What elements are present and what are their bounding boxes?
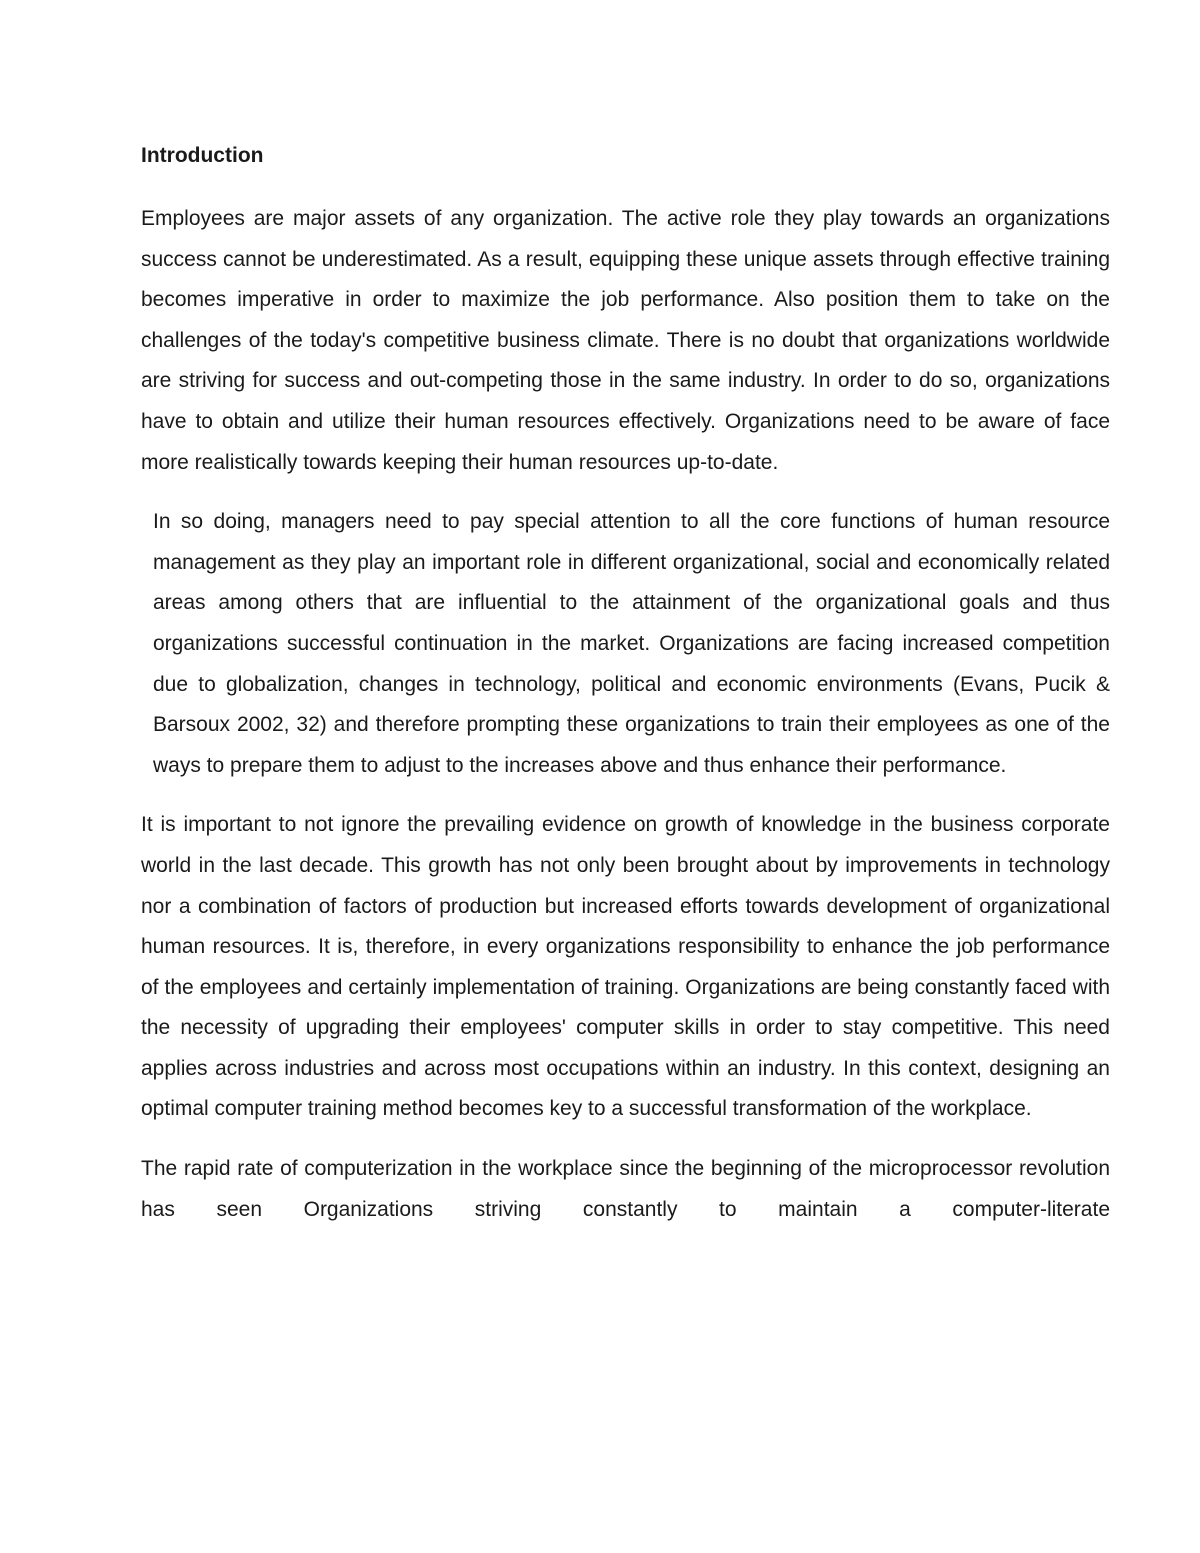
paragraph-2: In so doing, managers need to pay special attention to all the core functions of human resource management as they play an important role in different organizational, social and economically related areas among others that are influential to the attainment of the organizational goals and thus organizations successful continuation in the market. Organizations are facing increased competition due to globalization, changes in technology, political and economic environments (Evans, Pucik & Barsoux 2002, 32) and therefore prompting these organizations to train their employees as one of the ways to prepare them to adjust to the increases above and thus enhance their performance. xyxy=(153,510,1110,777)
document-page xyxy=(141,140,1110,1249)
paragraph-1: Employees are major assets of any organization. The active role they play towards an organizations success cannot be underestimated. As a result, equipping these unique assets through effective training becomes imperative in order to maximize the job performance. Also position them to take on the challenges of the today's competitive business climate. There is no doubt that organizations worldwide are striving for success and out-competing those in the same industry. In order to do so, organizations have to obtain and utilize their human resources effectively. Organizations need to be aware of face more realistically towards keeping their human resources up-to-date. xyxy=(141,207,1110,474)
section-heading: Introduction xyxy=(141,144,264,167)
paragraph-4: The rapid rate of computerization in the workplace since the beginning of the microprocessor revolution has seen Organizations striving constantly to maintain a computer-literate xyxy=(141,1157,1110,1221)
paragraph-3: It is important to not ignore the prevailing evidence on growth of knowledge in the business corporate world in the last decade. This growth has not only been brought about by improvements in technology nor a combination of factors of production but increased efforts towards development of organizational human resources. It is, therefore, in every organizations responsibility to enhance the job performance of the employees and certainly implementation of training. Organizations are being constantly faced with the necessity of upgrading their employees' computer skills in order to stay competitive. This need applies across industries and across most occupations within an industry. In this context, designing an optimal computer training method becomes key to a successful transformation of the workplace. xyxy=(141,813,1110,1121)
